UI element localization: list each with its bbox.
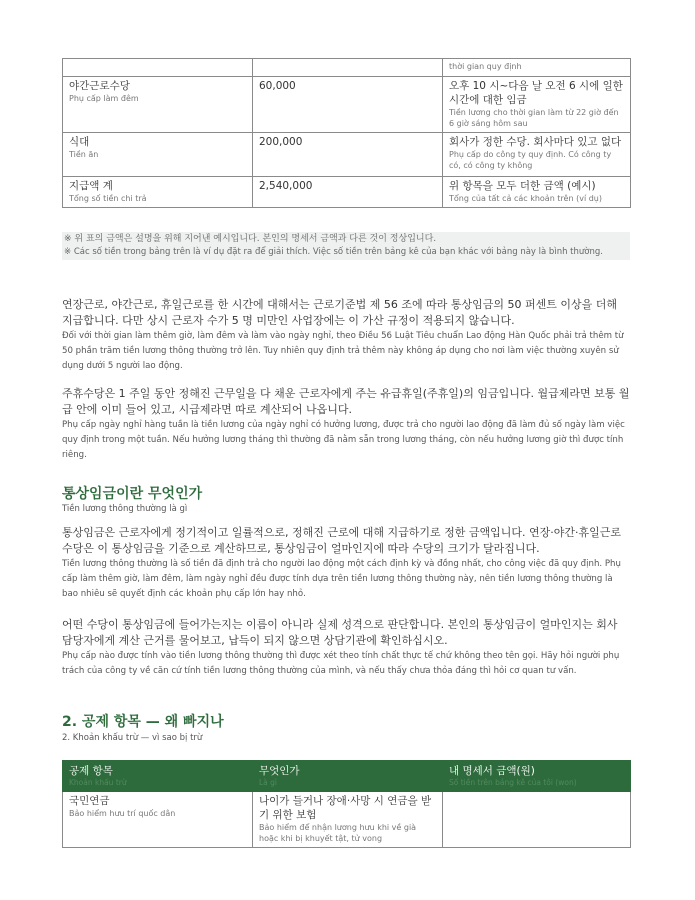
table-cell (443, 77, 631, 133)
paragraph-allowance-judgement (62, 617, 630, 679)
section-heading: 2. 공제 항목 — 왜 빠지나 (62, 714, 224, 730)
column-header (253, 761, 443, 792)
table-row (63, 177, 631, 208)
paragraph-surcharge (62, 297, 630, 374)
paragraph-weekly-holiday (62, 386, 630, 463)
item-name: 식대 (69, 136, 90, 148)
table-cell (63, 177, 253, 208)
table-cell (253, 177, 443, 208)
paragraph-korean: 연장근로, 야간근로, 휴일근로를 한 시간에 대해서는 근로기준법 제 56 조에 따라 통상임금의 50 퍼센트 이상을 더해 지급합니다. 다만 상시 근로자 수가 5 명 미만인 사업장에는 이 가산 규정이 적용되지 않습니다. (62, 298, 617, 327)
table-cell (253, 59, 443, 77)
note-korean: ※ 위 표의 금액은 설명을 위해 지어낸 예시입니다. 본인의 명세서 금액과 다른 것이 정상입니다. (64, 234, 437, 244)
column-header (63, 761, 253, 792)
item-amount: 200,000 (259, 136, 303, 148)
table-cell (63, 133, 253, 177)
paragraph-vietnamese: Đối với thời gian làm thêm giờ, làm đêm và làm vào ngày nghỉ, theo Điều 56 Luật Tiêu chuẩn Lao động Hàn Quốc phải trả thêm từ 50 phần trăm tiền lương thông thường trở lên. Tuy nhiên quy định trả thêm này không áp dụng cho nơi làm việc thường xuyên sử dụng dưới 5 người lao động. (62, 331, 624, 371)
table-cell (253, 77, 443, 133)
section-heading: 통상임금이란 무엇인가 (62, 486, 203, 502)
paragraph-vietnamese: Phụ cấp nào được tính vào tiền lương thông thường thì được xét theo tính chất thực tế chứ không theo tên gọi. Hãy hỏi người phụ trách của công ty về căn cứ tính tiền lương thông thường của mình, và nếu thấy chưa thỏa đáng thì hỏi cơ quan tư vấn. (62, 651, 620, 676)
header-vietnamese: Là gì (259, 778, 278, 787)
item-description: 나이가 들거나 장애·사망 시 연금을 받기 위한 보험 (259, 795, 432, 821)
paragraph-korean: 어떤 수당이 통상임금에 들어가는지는 이름이 아니라 실제 성격으로 판단합니다. 본인의 통상임금이 얼마인지는 회사 담당자에게 계산 근거를 물어보고, 납득이 되지 않으면 상담기관에 확인하십시오. (62, 618, 618, 647)
table-row (63, 59, 631, 77)
table-row (63, 77, 631, 133)
earnings-table (62, 58, 630, 208)
item-description-translation: Bảo hiểm để nhận lương hưu khi về già hoặc khi bị khuyết tật, tử vong (259, 823, 417, 843)
table-cell (443, 133, 631, 177)
item-translation: Phụ cấp làm đêm (69, 94, 139, 103)
table-cell (253, 133, 443, 177)
table-cell (443, 59, 631, 77)
table-cell (443, 177, 631, 208)
table-header-row (63, 761, 631, 792)
item-name: 국민연금 (69, 795, 110, 807)
table-cell (63, 77, 253, 133)
item-name: 야간근로수당 (69, 80, 130, 92)
item-amount: 60,000 (259, 80, 296, 92)
item-translation: Tổng số tiền chi trả (69, 194, 147, 203)
item-translation: Tiền ăn (69, 150, 99, 159)
paragraph-vietnamese: Tiền lương thông thường là số tiền đã định trả cho người lao động một cách định kỳ và đồng nhất, cho công việc đã quy định. Phụ cấp làm thêm giờ, làm đêm, làm ngày nghỉ đều được tính dựa trên tiền lương thông thường này, nên tiền lương thông thường là bao nhiêu sẽ quyết định các khoản phụ cấp lớn hay nhỏ. (62, 559, 621, 599)
paragraph-korean: 주휴수당은 1 주일 동안 정해진 근무일을 다 채운 근로자에게 주는 유급휴일(주휴일)의 임금입니다. 월급제라면 보통 월급 안에 이미 들어 있고, 시급제라면 따로 계산되어 나옵니다. (62, 387, 630, 416)
paragraph-vietnamese: Phụ cấp ngày nghỉ hàng tuần là tiền lương của ngày nghỉ có hưởng lương, được trả cho người lao động đã làm đủ số ngày làm việc quy định trong một tuần. Nếu hưởng lương tháng thì thường đã nằm sẵn trong lương tháng, còn nếu hưởng lương giờ thì được tính riêng. (62, 420, 625, 460)
table-cell (253, 792, 443, 848)
item-description-translation: Phụ cấp do công ty quy định. Có công ty có, có công ty không (449, 150, 612, 170)
cell-translation: thời gian quy định (449, 62, 522, 71)
table-cell (443, 792, 631, 848)
section-subheading: 2. Khoản khấu trừ — vì sao bị trừ (62, 733, 203, 743)
item-description: 위 항목을 모두 더한 금액 (예시) (449, 180, 596, 192)
item-description-translation: Tổng của tất cả các khoản trên (ví dụ) (449, 194, 602, 203)
table-cell (63, 59, 253, 77)
column-header (443, 761, 631, 792)
paragraph-ordinary-wage (62, 525, 630, 602)
paragraph-korean: 통상임금은 근로자에게 정기적이고 일률적으로, 정해진 근로에 대해 지급하기로 정한 금액입니다. 연장·야간·휴일근로수당은 이 통상임금을 기준으로 계산하므로, 통상임금이 얼마인지에 따라 수당의 크기가 달라집니다. (62, 526, 621, 555)
section-subheading: Tiền lương thông thường là gì (62, 504, 188, 514)
table-row (63, 792, 631, 848)
item-description: 회사가 정한 수당. 회사마다 있고 없다 (449, 136, 622, 148)
item-name: 지급액 계 (69, 180, 113, 192)
item-translation: Bảo hiểm hưu trí quốc dân (69, 809, 176, 818)
header-korean: 내 명세서 금액(원) (449, 765, 535, 777)
table-row (63, 133, 631, 177)
header-korean: 무엇인가 (259, 765, 300, 777)
header-vietnamese: Số tiền trên bảng kê của tôi (won) (449, 778, 577, 787)
item-description-translation: Tiền lương cho thời gian làm từ 22 giờ đến 6 giờ sáng hôm sau (449, 108, 619, 128)
deductions-table (62, 760, 630, 848)
item-amount: 2,540,000 (259, 180, 313, 192)
note-vietnamese: ※ Các số tiền trong bảng trên là ví dụ đặt ra để giải thích. Việc số tiền trên bảng kê của bạn khác với bảng này là bình thường. (64, 247, 603, 257)
header-vietnamese: Khoản khấu trừ (69, 778, 127, 787)
note-box (62, 232, 630, 260)
header-korean: 공제 항목 (69, 765, 113, 777)
item-description: 오후 10 시~다음 날 오전 6 시에 일한 시간에 대한 임금 (449, 80, 623, 106)
table-cell (63, 792, 253, 848)
